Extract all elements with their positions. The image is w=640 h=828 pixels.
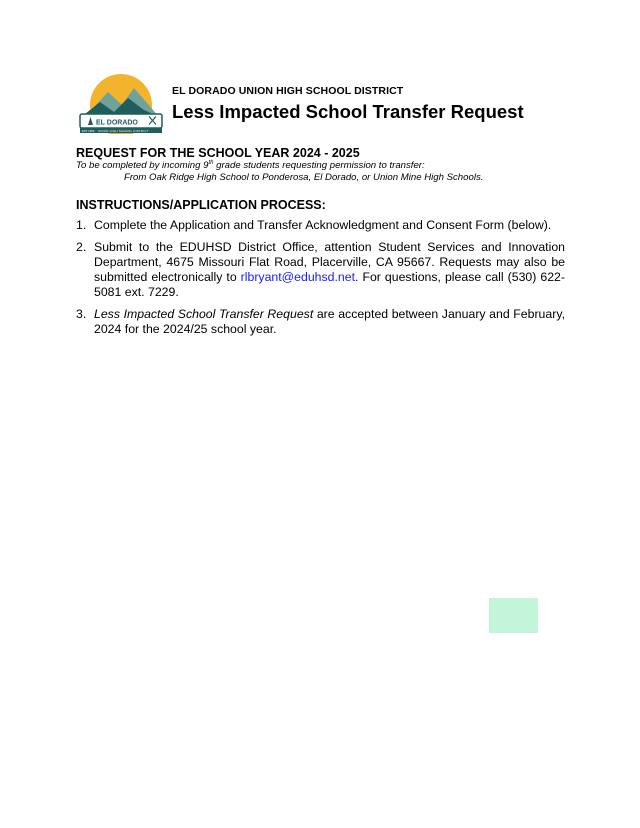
- email-link[interactable]: rlbryant@eduhsd.net: [240, 270, 356, 284]
- transfer-schools-note: From Oak Ridge High School to Ponderosa, El Dorado, or Union Mine High Schools.: [124, 172, 484, 183]
- eligibility-note-pre: To be completed by incoming 9: [76, 160, 209, 171]
- instruction-step-2: [76, 240, 565, 300]
- instructions-list: [76, 218, 565, 344]
- school-year-heading: REQUEST FOR THE SCHOOL YEAR 2024 - 2025: [76, 146, 360, 160]
- step-2-text-post: . For questions, please call (530) 622-5081 ext. 7229.: [94, 270, 565, 299]
- logo-sub-text: UNION HIGH SCHOOL DISTRICT: [98, 129, 149, 133]
- logo-est-text: EST 1959: [82, 129, 95, 133]
- step-number: 2.: [76, 240, 87, 254]
- district-logo-icon: [78, 72, 164, 134]
- document-title: Less Impacted School Transfer Request: [172, 101, 524, 122]
- instructions-heading: INSTRUCTIONS/APPLICATION PROCESS:: [76, 198, 326, 212]
- step-text: Complete the Application and Transfer Acknowledgment and Consent Form (below).: [94, 218, 552, 232]
- instruction-step-1: [76, 218, 565, 233]
- logo-main-text: EL DORADO: [96, 119, 138, 127]
- step-text: [94, 240, 565, 300]
- eligibility-note-sup: th: [208, 159, 214, 166]
- eligibility-note: [76, 160, 425, 171]
- step-number: 1.: [76, 218, 87, 232]
- step-3-italic-text: Less Impacted School Transfer Request: [94, 307, 314, 321]
- step-text: [94, 307, 565, 337]
- step-3-text-post: are accepted between January and February, 2024 for the 2024/25 school year.: [94, 307, 565, 336]
- step-number: 3.: [76, 307, 87, 321]
- highlight-box: [489, 598, 538, 633]
- eligibility-note-post: grade students requesting permission to transfer:: [213, 160, 425, 171]
- step-2-text-pre: Submit to the EDUHSD District Office, attention Student Services and Innovation Department, 4675 Missouri Flat Road, Placerville, CA 95667. Requests may also be submitted electronically to: [94, 240, 565, 284]
- instruction-step-3: [76, 307, 565, 337]
- district-name: EL DORADO UNION HIGH SCHOOL DISTRICT: [172, 85, 404, 97]
